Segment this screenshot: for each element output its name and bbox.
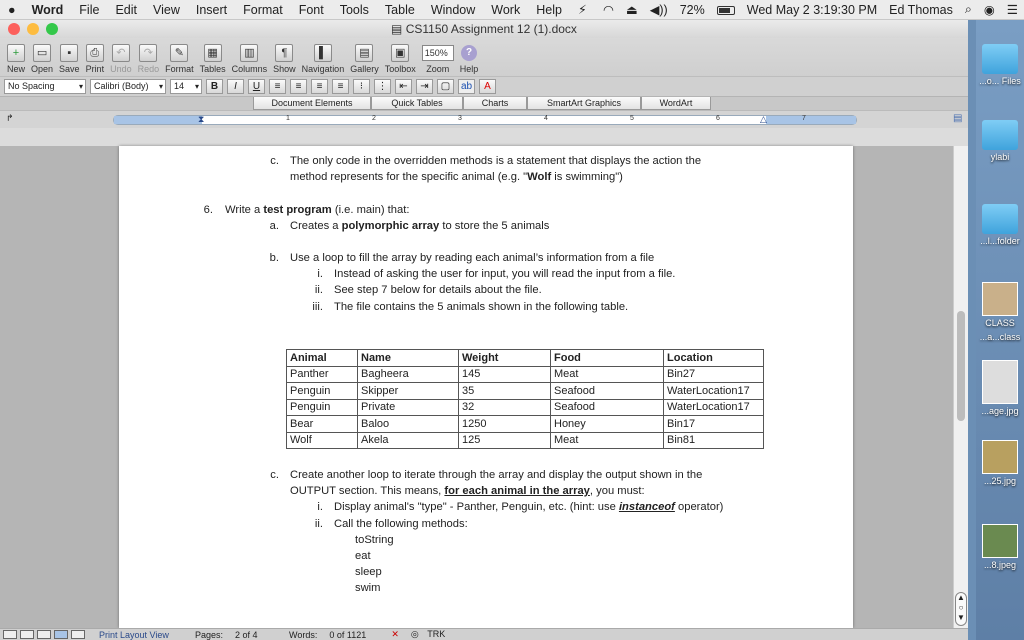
- table-cell: Bin81: [664, 432, 764, 449]
- sidebar-icon: ▌: [314, 44, 332, 62]
- paragraph: The only code in the overridden methods is a statement that displays the action the: [290, 155, 702, 167]
- notebook-view-icon[interactable]: [71, 630, 85, 639]
- wifi-icon[interactable]: ◠: [603, 3, 614, 17]
- paragraph: Use a loop to fill the array by reading each animal’s information from a file: [290, 252, 655, 264]
- floppy-disk-icon: ▪: [60, 44, 78, 62]
- tab-wordart[interactable]: WordArt: [641, 97, 711, 110]
- desktop-item[interactable]: ...l...folder: [976, 204, 1024, 246]
- coffee-cup-icon: [982, 282, 1018, 316]
- volume-icon[interactable]: ◀)): [649, 3, 668, 17]
- desktop-item[interactable]: CLASS: [976, 282, 1024, 328]
- paragraph: The file contains the 5 animals shown in the following table.: [334, 301, 629, 313]
- pages-value[interactable]: 2 of 4: [235, 629, 258, 640]
- menu-window[interactable]: Window: [430, 2, 476, 17]
- list-marker: i.: [317, 501, 323, 513]
- table-cell: Honey: [551, 416, 664, 433]
- menu-font[interactable]: Font: [298, 2, 324, 17]
- numbering-icon[interactable]: ⋮: [374, 79, 391, 94]
- undo-icon: ↶: [112, 44, 130, 62]
- tab-document-elements[interactable]: Document Elements: [253, 97, 371, 110]
- table-cell: Penguin: [287, 383, 358, 400]
- open-button[interactable]: ▭ Open: [31, 44, 53, 74]
- table-cell: Baloo: [358, 416, 459, 433]
- table-cell: Skipper: [358, 383, 459, 400]
- paragraph: See step 7 below for details about the file.: [334, 284, 542, 296]
- paragraph: Write a test program (i.e. main) that:: [225, 204, 410, 216]
- right-indent-icon[interactable]: △: [760, 114, 767, 124]
- eject-icon[interactable]: ⏏: [625, 3, 638, 17]
- list-marker: i.: [317, 268, 323, 280]
- show-button[interactable]: ¶ Show: [273, 44, 296, 74]
- menu-bar: [0, 0, 1024, 20]
- menu-work[interactable]: Work: [491, 2, 521, 17]
- table-cell: Bagheera: [358, 366, 459, 383]
- folder-icon: [982, 120, 1018, 150]
- image-file-icon: [982, 524, 1018, 558]
- table-cell: 125: [459, 432, 551, 449]
- publishing-view-icon[interactable]: [37, 630, 51, 639]
- words-label: Words:: [289, 629, 318, 640]
- menu-view[interactable]: View: [152, 2, 180, 17]
- toolbox-icon: ▣: [391, 44, 409, 62]
- table-cell: 35: [459, 383, 551, 400]
- redo-icon: ↷: [139, 44, 157, 62]
- print-button[interactable]: ⎙ Print: [86, 44, 105, 74]
- table-cell: Panther: [287, 366, 358, 383]
- draft-view-icon[interactable]: [3, 630, 17, 639]
- desktop-item[interactable]: ...25.jpg: [976, 440, 1024, 486]
- menu-insert[interactable]: Insert: [195, 2, 228, 17]
- right-margin: [766, 116, 856, 124]
- table-cell: Private: [358, 399, 459, 416]
- menu-table[interactable]: Table: [384, 2, 415, 17]
- undo-button[interactable]: ↶ Undo: [110, 44, 132, 74]
- table-icon: ▦: [204, 44, 222, 62]
- desktop-item[interactable]: ...age.jpg: [976, 360, 1024, 416]
- table-cell: Meat: [551, 432, 664, 449]
- menu-file[interactable]: File: [79, 2, 100, 17]
- split-view-icon[interactable]: ▤: [953, 113, 963, 124]
- outline-view-icon[interactable]: [20, 630, 34, 639]
- zoom-select[interactable]: 150%: [422, 45, 454, 61]
- table-header: Food: [551, 350, 664, 367]
- table-row: [287, 399, 764, 416]
- apple-icon[interactable]: ●: [8, 2, 16, 17]
- desktop-item[interactable]: ylabi: [976, 120, 1024, 162]
- desktop-item[interactable]: ...o... Files: [976, 44, 1024, 86]
- table-header: Location: [664, 350, 764, 367]
- save-button[interactable]: ▪ Save: [59, 44, 80, 74]
- table-row: [287, 383, 764, 400]
- image-file-icon: [982, 440, 1018, 474]
- list-item: swim: [355, 582, 381, 594]
- ribbon-tabs: [0, 96, 968, 110]
- align-center-icon[interactable]: ≡: [290, 79, 307, 94]
- new-document-icon: +: [7, 44, 25, 62]
- folder-icon: [982, 204, 1018, 234]
- user-name[interactable]: Ed Thomas: [889, 2, 953, 17]
- print-layout-view-icon[interactable]: [54, 630, 68, 639]
- align-right-icon[interactable]: ≡: [311, 79, 328, 94]
- menu-format[interactable]: Format: [243, 2, 283, 17]
- navigation-button[interactable]: ▌ Navigation: [302, 44, 345, 74]
- siri-icon[interactable]: ◉: [983, 3, 995, 17]
- align-left-icon[interactable]: ≡: [269, 79, 286, 94]
- ruler-row: [0, 110, 968, 128]
- columns-button[interactable]: ▥ Columns: [232, 44, 268, 74]
- table-cell: Bear: [287, 416, 358, 433]
- style-select[interactable]: No Spacing ▾: [4, 79, 86, 94]
- table-header: Animal: [287, 350, 358, 367]
- table-header: Name: [358, 350, 459, 367]
- tab-smartart[interactable]: SmartArt Graphics: [527, 97, 641, 110]
- track-changes[interactable]: ◎ TRK: [410, 629, 446, 639]
- menu-help[interactable]: Help: [536, 2, 562, 17]
- redo-button[interactable]: ↷ Redo: [138, 44, 160, 74]
- paragraph: Call the following methods:: [334, 518, 468, 530]
- animals-table[interactable]: [286, 349, 764, 449]
- spelling-icon[interactable]: ✕: [391, 629, 399, 639]
- table-cell: 32: [459, 399, 551, 416]
- script-icon[interactable]: ⚡: [577, 3, 587, 17]
- document-page[interactable]: [119, 146, 853, 628]
- table-cell: WaterLocation17: [664, 383, 764, 400]
- left-margin: [114, 114, 205, 124]
- list-marker: c.: [270, 155, 279, 167]
- list-marker: b.: [269, 252, 279, 264]
- help-button[interactable]: ? Help: [459, 47, 479, 74]
- list-marker: iii.: [312, 301, 323, 313]
- font-size-select[interactable]: 14 ▾: [170, 79, 202, 94]
- spotlight-icon[interactable]: ⌕: [964, 2, 972, 16]
- columns-icon: ▥: [240, 44, 258, 62]
- horizontal-ruler[interactable]: 1 2 3 4 5 6 7 ⧗ △: [113, 115, 857, 125]
- table-cell: Penguin: [287, 399, 358, 416]
- borders-icon[interactable]: ▢: [437, 79, 454, 94]
- document-area: [0, 146, 968, 628]
- table-cell: 1250: [459, 416, 551, 433]
- toolbox-button[interactable]: ▣ Toolbox: [385, 44, 416, 74]
- word-window: [0, 20, 968, 640]
- list-marker: a.: [269, 220, 279, 232]
- underline-button[interactable]: U: [248, 79, 265, 94]
- notification-center-icon[interactable]: ☰: [1006, 3, 1018, 17]
- printer-icon: ⎙: [86, 44, 104, 62]
- paintbrush-icon: ✎: [170, 44, 188, 62]
- table-cell: Bin27: [664, 366, 764, 383]
- app-menu[interactable]: Word: [31, 2, 64, 17]
- pilcrow-icon: ¶: [275, 44, 293, 62]
- table-row: [287, 416, 764, 433]
- table-cell: 145: [459, 366, 551, 383]
- window-title: ▤ CS1150 Assignment 12 (1).docx: [391, 22, 577, 36]
- table-cell: Seafood: [551, 383, 664, 400]
- list-marker: 6.: [203, 204, 213, 216]
- list-item: sleep: [355, 566, 382, 578]
- table-header: Weight: [459, 350, 551, 367]
- tab-quick-tables[interactable]: Quick Tables: [371, 97, 463, 110]
- tab-stop-icon[interactable]: ↱: [6, 113, 14, 123]
- desktop-item[interactable]: ...a...class: [979, 332, 1021, 342]
- table-cell: WaterLocation17: [664, 399, 764, 416]
- status-bar: [0, 628, 968, 640]
- help-icon: ?: [461, 45, 477, 61]
- desktop-item[interactable]: ...8.jpeg: [976, 524, 1024, 570]
- menu-edit[interactable]: Edit: [115, 2, 137, 17]
- decrease-indent-icon[interactable]: ⇤: [395, 79, 412, 94]
- image-file-icon: [982, 360, 1018, 404]
- pages-label: Pages:: [195, 629, 224, 640]
- tables-button[interactable]: ▦ Tables: [200, 44, 226, 74]
- view-name: Print Layout View: [99, 629, 169, 640]
- browse-control[interactable]: ▲ ○ ▼: [955, 592, 967, 626]
- desktop: [976, 20, 1024, 640]
- list-marker: c.: [270, 469, 279, 481]
- table-cell: Meat: [551, 366, 664, 383]
- scrollbar-thumb[interactable]: [957, 311, 965, 421]
- clock[interactable]: Wed May 2 3:19:30 PM: [746, 2, 878, 17]
- bullets-icon[interactable]: ⁝: [353, 79, 370, 94]
- table-cell: Akela: [358, 432, 459, 449]
- format-painter-button[interactable]: ✎ Format: [165, 44, 194, 74]
- bold-button[interactable]: B: [206, 79, 223, 94]
- zoom-control[interactable]: 150% Zoom: [422, 45, 454, 74]
- paragraph: OUTPUT section. This means, for each animal in the array, you must:: [290, 485, 645, 497]
- indent-marker-icon[interactable]: ⧗: [198, 114, 205, 124]
- font-select[interactable]: Calibri (Body) ▾: [90, 79, 166, 94]
- paragraph: method represents for the specific animal (e.g. "Wolf is swimming"): [290, 171, 623, 183]
- standard-toolbar: [0, 38, 968, 76]
- table-row: [287, 432, 764, 449]
- highlight-icon[interactable]: ab: [458, 79, 475, 94]
- vertical-scrollbar[interactable]: [953, 146, 968, 628]
- words-value[interactable]: 0 of 1121: [329, 629, 367, 640]
- justify-icon[interactable]: ≡: [332, 79, 349, 94]
- new-button[interactable]: + New: [7, 44, 25, 74]
- menu-tools[interactable]: Tools: [339, 2, 369, 17]
- table-cell: Seafood: [551, 399, 664, 416]
- battery-icon[interactable]: [711, 3, 741, 17]
- table-header-row: [287, 350, 764, 367]
- paragraph: Create another loop to iterate through the array and display the output shown in the: [290, 469, 703, 481]
- paragraph: Display animal's "type" - Panther, Penguin, etc. (hint: use instanceof operator): [334, 501, 724, 513]
- battery-percent[interactable]: 72%: [679, 2, 705, 17]
- folder-icon: ▭: [33, 44, 51, 62]
- font-color-icon[interactable]: A: [479, 79, 496, 94]
- paragraph: Creates a polymorphic array to store the 5 animals: [290, 220, 550, 232]
- table-cell: Bin17: [664, 416, 764, 433]
- paragraph: Instead of asking the user for input, you will read the input from a file.: [334, 268, 676, 280]
- list-marker: ii.: [314, 284, 323, 296]
- gallery-icon: ▤: [355, 44, 373, 62]
- list-item: toString: [355, 534, 394, 546]
- list-marker: ii.: [314, 518, 323, 530]
- tab-charts[interactable]: Charts: [463, 97, 527, 110]
- folder-icon: [982, 44, 1018, 74]
- italic-button[interactable]: I: [227, 79, 244, 94]
- table-row: [287, 366, 764, 383]
- list-item: eat: [355, 550, 371, 562]
- gallery-button[interactable]: ▤ Gallery: [350, 44, 379, 74]
- formatting-toolbar: [0, 76, 968, 96]
- title-bar: [0, 20, 968, 38]
- table-cell: Wolf: [287, 432, 358, 449]
- increase-indent-icon[interactable]: ⇥: [416, 79, 433, 94]
